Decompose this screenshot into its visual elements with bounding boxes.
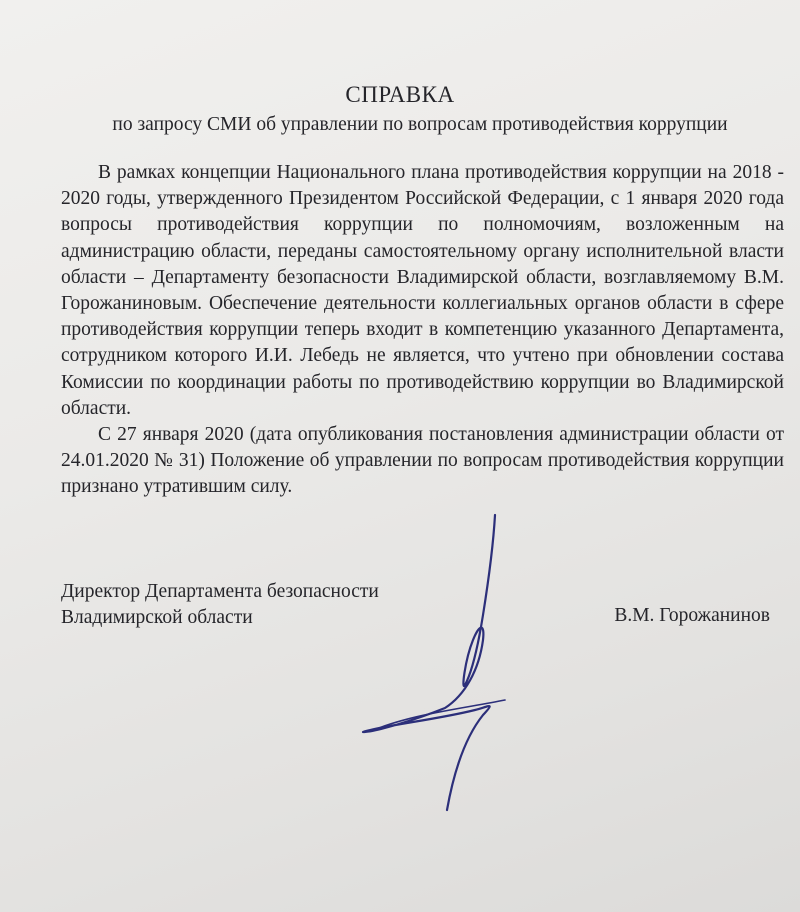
document-body [61,160,784,501]
handwritten-signature [355,510,555,830]
paragraph-2: С 27 января 2020 (дата опубликования постановления администрации области от 24.01.2020 № 31) Положение об управлении по вопросам противодействия коррупции признано утратившим силу. [61,424,784,498]
signer-position-line-2: Владимирской области [61,607,253,628]
document-subtitle: по запросу СМИ об управлении по вопросам противодействия коррупции [112,114,728,135]
signer-name: В.М. Горожанинов [614,605,770,626]
signer-position [61,579,379,631]
signer-position-line-1: Директор Департамента безопасности [61,581,379,602]
paragraph-1: В рамках концепции Национального плана противодействия коррупции на 2018 - 2020 годы, утвержденного Президентом Российской Федерации, с 1 января 2020 года вопросы противодействия коррупции по полномочиям, возложенным на администрацию области, переданы самостоятельному органу исполнительной власти области – Департаменту безопасности Владимирской области, возглавляемому В.М. Горожаниновым. Обеспечение деятельности коллегиальных органов области в сфере противодействия коррупции теперь входит в компетенцию указанного Департамента, сотрудником которого И.И. Лебедь не является, что учтено при обновлении состава Комиссии по координации работы по противодействию коррупции во Владимирской области. [61,162,784,419]
document-title: СПРАВКА [345,82,455,107]
